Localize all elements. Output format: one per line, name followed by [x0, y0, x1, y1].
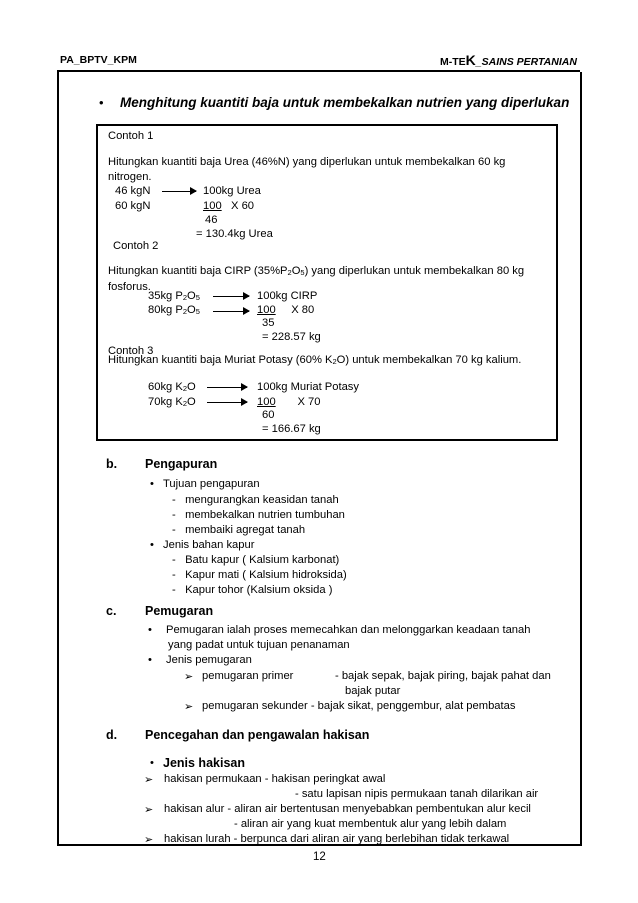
section-c-sub1-desc2: bajak putar: [345, 685, 401, 697]
section-d-h2-line2: - aliran air yang kuat membentuk alur yang lebih dalam: [234, 818, 507, 830]
section-c-sub2-arrow-icon: ➢: [184, 701, 194, 713]
section-b-bullet1-dot: •: [150, 478, 154, 490]
example3-r1-left-b: O: [187, 381, 196, 393]
section-b-item3: - membaiki agregat tanah: [172, 524, 306, 536]
section-b-item2-text: membekalkan nutrien tumbuhan: [185, 509, 345, 521]
example3-r1-right: 100kg Muriat Potasy: [257, 381, 359, 393]
example2-r2-left: [148, 304, 200, 316]
section-b-item4-text: Batu kapur ( Kalsium karbonat): [185, 554, 340, 566]
section-d-h1-line2: - satu lapisan nipis permukaan tanah dilarikan air: [295, 788, 539, 800]
example2-r1-left-a: 35kg P: [148, 290, 183, 302]
example1-multiplier: X 60: [231, 200, 255, 212]
example1-question: Hitungkan kuantiti baja Urea (46%N) yang diperlukan untuk membekalkan 60 kg nitrogen.: [108, 156, 506, 183]
example3-numerator: 100: [257, 396, 276, 408]
section-c-sub1-arrow-icon: ➢: [184, 671, 194, 683]
example3-r2: [257, 396, 320, 408]
example2-q-sub2: 5: [300, 268, 305, 277]
example2-r2-left-a: 80kg P: [148, 304, 183, 316]
section-b-bullet2-dot: •: [150, 539, 154, 551]
example2-r1-left-sub1: 2: [182, 293, 188, 302]
example2-title: Contoh 2: [113, 240, 159, 252]
section-c-bullet1-dot: •: [148, 624, 152, 636]
example1-r2: [203, 200, 254, 212]
example3-title: Contoh 3: [108, 345, 154, 357]
example3-q-sub: 2: [332, 357, 337, 366]
header-right-a: M-TE: [440, 56, 466, 68]
section-d-h1-line1: hakisan permukaan - hakisan peringkat awal: [164, 773, 386, 785]
example2-r2-left-b: O: [187, 304, 196, 316]
example2-q-c: ) yang diperlukan untuk membekalkan 80 kg fosforus.: [108, 265, 525, 293]
example3-denominator: 60: [262, 409, 275, 421]
section-b-title: Pengapuran: [145, 457, 218, 471]
example2-r1-left-sub2: 5: [195, 293, 200, 302]
example3-multiplier: X 70: [297, 396, 321, 408]
example3-arrow-1: [207, 387, 247, 388]
example2-result: = 228.57 kg: [262, 331, 321, 343]
section-d-h3-arrow-icon: ➢: [144, 834, 154, 846]
example2-arrow-1: [213, 296, 249, 297]
example3-q-b: O) untuk membekalkan 70 kg kalium.: [336, 354, 522, 366]
example1-r2-left: 60 kgN: [115, 200, 151, 212]
example2-multiplier: X 80: [291, 304, 315, 316]
section-c-bullet2-dot: •: [148, 654, 152, 666]
section-b-item2: - membekalkan nutrien tumbuhan: [172, 509, 345, 521]
header-left: PA_BPTV_KPM: [60, 54, 137, 66]
section-c-bullet1-line1: Pemugaran ialah proses memecahkan dan melonggarkan keadaan tanah: [166, 624, 531, 636]
example2-r2-left-sub2: 5: [195, 307, 200, 316]
section-c-sub1-desc1: - bajak sepak, bajak piring, bajak pahat dan: [335, 670, 551, 682]
example2-q-a: Hitungkan kuantiti baja CIRP (35%P: [108, 265, 288, 277]
main-bullet-title: Menghitung kuantiti baja untuk membekalkan nutrien yang diperlukan: [120, 95, 570, 110]
section-b-bullet1: Tujuan pengapuran: [163, 478, 260, 490]
example2-r1-right: 100kg CIRP: [257, 290, 318, 302]
section-c-sub1-label: pemugaran primer: [202, 670, 294, 682]
example2-q-b: O: [291, 265, 301, 277]
example3-r1-left-a: 60kg K: [148, 381, 183, 393]
example2-q-sub1: 2: [287, 268, 292, 277]
section-b-bullet2: Jenis bahan kapur: [163, 539, 255, 551]
example1-r1-left: 46 kgN: [115, 185, 151, 197]
section-c-bullet2: Jenis pemugaran: [166, 654, 252, 666]
example1-numerator: 100: [203, 200, 222, 212]
section-d-h2-arrow-icon: ➢: [144, 804, 154, 816]
example3-r2-left-sub: 2: [182, 399, 188, 408]
section-c-sub2-text: pemugaran sekunder - bajak sikat, penggembur, alat pembatas: [202, 700, 516, 712]
example3-r2-left-b: O: [187, 396, 196, 408]
section-d-title: Pencegahan dan pengawalan hakisan: [145, 728, 370, 742]
page-number: 12: [313, 851, 326, 863]
section-d-bullet: Jenis hakisan: [163, 756, 245, 770]
section-d-h2-line1: hakisan alur - aliran air bertentusan menyebabkan pembentukan alur kecil: [164, 803, 531, 815]
example2-arrow-2: [213, 311, 249, 312]
section-d-h1-arrow-icon: ➢: [144, 774, 154, 786]
example3-q-a: Hitungkan kuantiti baja Muriat Potasy (60% K: [108, 354, 333, 366]
section-d-h3-line1: hakisan lurah - berpunca dari aliran air yang berlebihan tidak terkawal: [164, 833, 510, 845]
section-d-bullet-dot: •: [150, 757, 154, 769]
example2-r2-left-sub1: 2: [182, 307, 188, 316]
example2-r1-left: [148, 290, 200, 302]
section-b-item1: - mengurangkan keasidan tanah: [172, 494, 339, 506]
example2-denominator: 35: [262, 317, 275, 329]
header-right: [440, 52, 577, 68]
header-right-b: K: [465, 52, 476, 68]
example3-result: = 166.67 kg: [262, 423, 321, 435]
section-b-item6: - Kapur tohor (Kalsium oksida ): [172, 584, 333, 596]
example1-result: = 130.4kg Urea: [196, 228, 273, 240]
example2-r2: [257, 304, 314, 316]
example1-title: Contoh 1: [108, 130, 154, 142]
section-b-letter: b.: [106, 457, 118, 471]
example3-r2-left-a: 70kg K: [148, 396, 183, 408]
example1-denominator: 46: [205, 214, 218, 226]
example2-r1-left-b: O: [187, 290, 196, 302]
section-c-title: Pemugaran: [145, 604, 214, 618]
example1-r1-right: 100kg Urea: [203, 185, 261, 197]
example3-arrow-2: [207, 402, 247, 403]
section-d-letter: d.: [106, 728, 118, 742]
section-b-item5: - Kapur mati ( Kalsium hidroksida): [172, 569, 347, 581]
section-b-item6-text: Kapur tohor (Kalsium oksida ): [185, 584, 333, 596]
section-b-item4: - Batu kapur ( Kalsium karbonat): [172, 554, 340, 566]
header-right-c: _SAINS PERTANIAN: [475, 56, 577, 68]
example3-r2-left: [148, 396, 196, 408]
example2-numerator: 100: [257, 304, 276, 316]
section-b-item5-text: Kapur mati ( Kalsium hidroksida): [185, 569, 347, 581]
example3-r1-left-sub: 2: [182, 384, 188, 393]
section-b-item3-text: membaiki agregat tanah: [185, 524, 306, 536]
section-c-letter: c.: [106, 604, 117, 618]
section-c-bullet1-line2: yang padat untuk tujuan penanaman: [168, 639, 350, 651]
bullet-dot: •: [99, 95, 104, 110]
example3-r1-left: [148, 381, 196, 393]
section-b-item1-text: mengurangkan keasidan tanah: [185, 494, 339, 506]
example3-question: [108, 353, 544, 369]
example1-arrow: [162, 191, 196, 192]
